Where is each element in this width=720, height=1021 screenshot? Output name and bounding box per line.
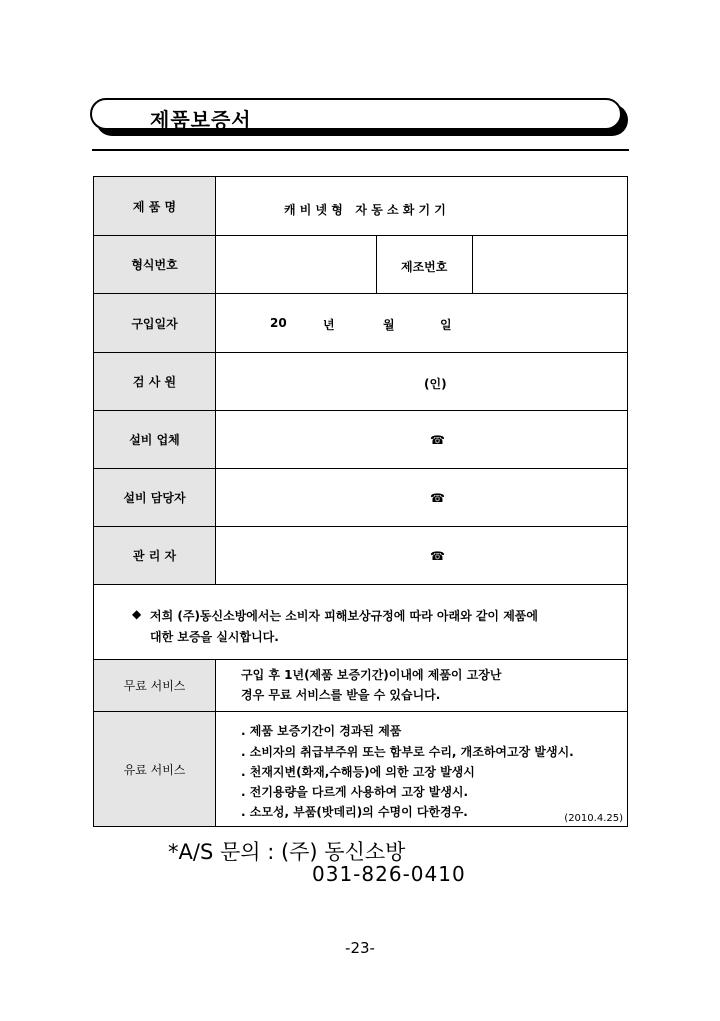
- revision-date: (2010.4.25): [564, 813, 623, 824]
- inspector-label: 검 사 원: [94, 353, 216, 410]
- phone-icon: ☎: [430, 491, 445, 505]
- purchase-year-prefix: 20: [270, 316, 287, 330]
- product-name-value: 캐 비 넷 형 자 동 소 화 기 기: [284, 203, 446, 217]
- row-manager: [94, 527, 627, 585]
- notice-line-1: 저희 (주)동신소방에서는 소비자 피해보상규정에 따라 아래와 같이 제품에: [150, 609, 538, 623]
- warranty-table: [93, 176, 628, 827]
- paid-service-label: 유료 서비스: [94, 712, 216, 826]
- paid-service-line-1: . 제품 보증기간이 경과된 제품: [241, 724, 402, 738]
- warranty-notice: [94, 585, 627, 660]
- page-title: 제품보증서: [150, 108, 252, 132]
- notice-bullet: ◆: [132, 607, 142, 621]
- row-model: [94, 236, 627, 294]
- paid-service-line-2: . 소비자의 취급부주위 또는 함부로 수리, 개조하여고장 발생시.: [241, 745, 574, 759]
- row-free-service: [94, 660, 627, 712]
- phone-icon: ☎: [430, 433, 445, 447]
- installer-label: 설비 업체: [94, 411, 216, 468]
- row-paid-service: [94, 712, 627, 826]
- notice-line-2: 대한 보증을 실시합니다.: [150, 630, 279, 644]
- serial-label: 제조번호: [401, 260, 448, 274]
- free-service-line-1: 구입 후 1년(제품 보증기간)이내에 제품이 고장난: [241, 668, 502, 682]
- row-installer-contact: [94, 469, 627, 527]
- as-phone: 031-826-0410: [312, 862, 466, 886]
- purchase-day-label: 일: [440, 318, 452, 332]
- row-inspector: [94, 353, 627, 411]
- paid-service-line-5: . 소모성, 부품(밧데리)의 수명이 다한경우.: [241, 805, 468, 819]
- row-installer: [94, 411, 627, 469]
- model-divider: [376, 236, 377, 294]
- title-banner: [90, 98, 630, 138]
- product-name-label: 제 품 명: [94, 177, 216, 235]
- title-divider: [92, 149, 629, 151]
- page-number: -23-: [345, 939, 375, 957]
- paid-service-line-3: . 천재지변(화재,수해등)에 의한 고장 발생시: [241, 765, 475, 779]
- as-inquiry: *A/S 문의 : (주) 동신소방: [168, 840, 406, 864]
- title-box: [90, 98, 622, 130]
- purchase-year-label: 년: [323, 318, 335, 332]
- model-label: 형식번호: [94, 236, 216, 293]
- serial-divider: [472, 236, 473, 294]
- purchase-date-label: 구입일자: [94, 294, 216, 352]
- phone-icon: ☎: [430, 549, 445, 563]
- free-service-label: 무료 서비스: [94, 660, 216, 711]
- row-product-name: [94, 177, 627, 236]
- inspector-seal: (인): [424, 377, 447, 391]
- free-service-line-2: 경우 무료 서비스를 받을 수 있습니다.: [241, 688, 441, 702]
- purchase-month-label: 월: [383, 318, 395, 332]
- manager-label: 관 리 자: [94, 527, 216, 584]
- paid-service-line-4: . 전기용량을 다르게 사용하여 고장 발생시.: [241, 785, 469, 799]
- row-purchase-date: [94, 294, 627, 353]
- installer-contact-label: 설비 담당자: [94, 469, 216, 526]
